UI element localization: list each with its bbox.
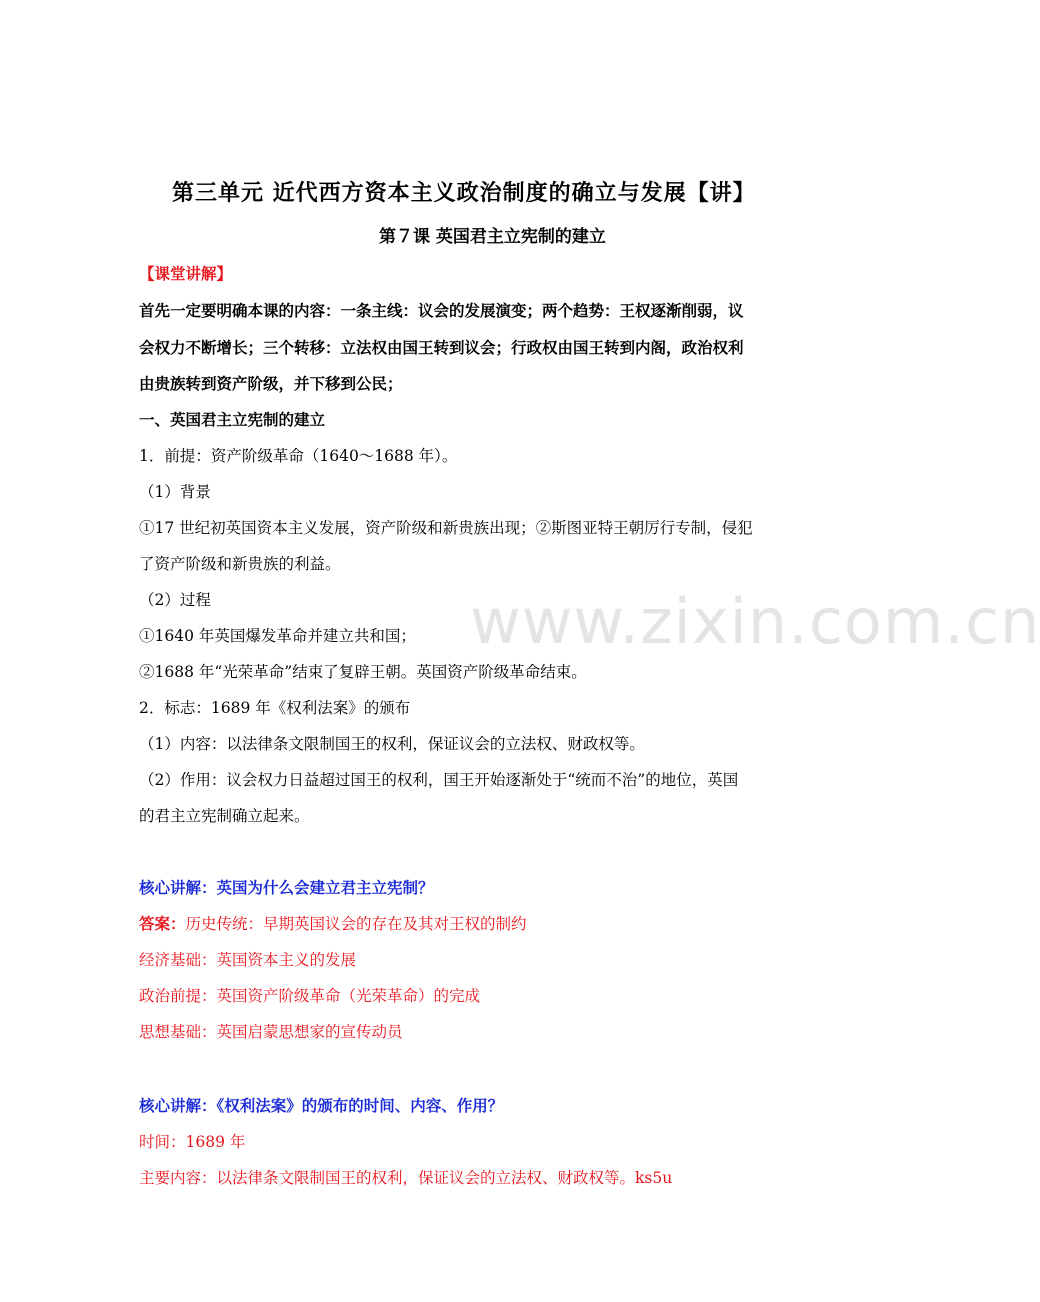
- point-1: 1．前提：资产阶级革命（1640～1688 年）。: [139, 447, 458, 465]
- point-2-2-line-2: 的君主立宪制确立起来。: [139, 807, 310, 825]
- core2-time: 时间：1689 年: [139, 1133, 246, 1151]
- point-1-1-text-2: 了资产阶级和新贵族的利益。: [139, 555, 341, 573]
- core-question-1: 核心讲解：英国为什么会建立君主立宪制？: [139, 879, 434, 897]
- core-answer-line-2: 政治前提：英国资产阶级革命（光荣革命）的完成: [139, 987, 481, 1005]
- answer-text: 历史传统：早期英国议会的存在及其对王权的制约: [185, 915, 527, 933]
- core-answer-line-3: 思想基础：英国启蒙思想家的宣传动员: [139, 1023, 403, 1041]
- point-1-2-b: ②1688 年“光荣革命”结束了复辟王朝。英国资产阶级革命结束。: [139, 663, 587, 681]
- answer-label: 答案：: [139, 915, 186, 933]
- core-answer-line-1: 经济基础：英国资本主义的发展: [139, 951, 357, 969]
- point-2-1: （1）内容：以法律条文限制国王的权利，保证议会的立法权、财政权等。: [139, 735, 645, 753]
- intro-line-3: 由贵族转到资产阶级，并下移到公民；: [139, 375, 403, 393]
- point-2: 2．标志：1689 年《权利法案》的颁布: [139, 699, 411, 717]
- core2-content: 主要内容：以法律条文限制国王的权利，保证议会的立法权、财政权等。ks5u: [139, 1169, 673, 1187]
- point-1-2: （2）过程: [139, 591, 211, 609]
- unit-title: 第三单元 近代西方资本主义政治制度的确立与发展【讲】: [172, 181, 756, 206]
- point-1-1: （1）背景: [139, 483, 211, 501]
- point-1-2-a: ①1640 年英国爆发革命并建立共和国；: [139, 627, 416, 645]
- core-answer-1: [139, 914, 527, 934]
- lesson-title: 第７课 英国君主立宪制的建立: [379, 227, 606, 247]
- intro-line-2: 会权力不断增长；三个转移：立法权由国王转到议会；行政权由国王转到内阁，政治权利: [139, 339, 744, 357]
- core-question-2: 核心讲解：《权利法案》的颁布的时间、内容、作用？: [139, 1097, 504, 1115]
- heading-1: 一、英国君主立宪制的建立: [139, 411, 326, 429]
- point-1-1-text-1: ①17 世纪初英国资本主义发展，资产阶级和新贵族出现；②斯图亚特王朝厉行专制，侵犯: [139, 519, 753, 537]
- section-label: 【课堂讲解】: [139, 265, 233, 283]
- intro-line-1: 首先一定要明确本课的内容：一条主线：议会的发展演变；两个趋势：王权逐渐削弱，议: [139, 302, 744, 320]
- watermark: www.zixin.com.cn: [470, 585, 1040, 658]
- point-2-2-line-1: （2）作用：议会权力日益超过国王的权利，国王开始逐渐处于“统而不治”的地位，英国: [139, 771, 739, 789]
